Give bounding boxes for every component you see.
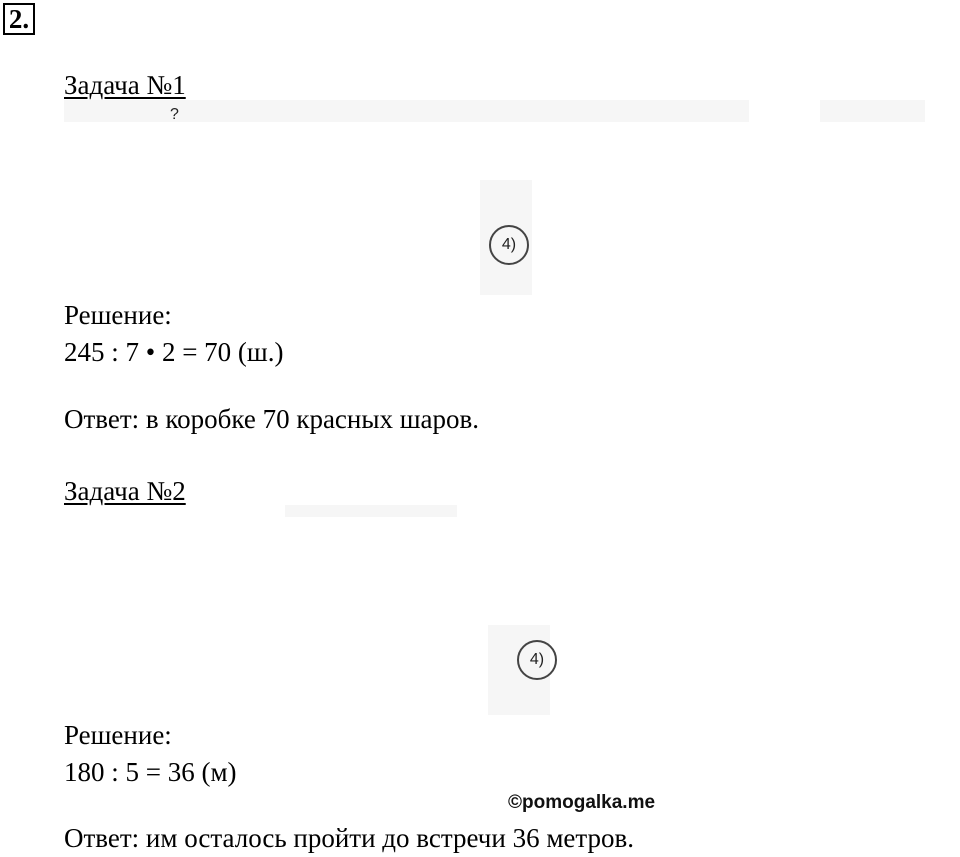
task1-title: Задача №1: [64, 70, 186, 100]
task2-title: Задача №2: [64, 476, 186, 506]
task2-expression: 180 : 5 = 36 (м): [64, 757, 237, 787]
task1-diagram-strip-right: [820, 100, 925, 122]
task2-answer: Ответ: им осталось пройти до встречи 36 метров.: [64, 823, 635, 853]
watermark: ©pomogalka.me: [508, 792, 656, 813]
task2-diagram-strip: [285, 505, 457, 517]
exercise-number: 2.: [3, 3, 35, 35]
task1-step-badge: 4): [489, 225, 529, 265]
task2-solution-label: Решение:: [64, 720, 172, 750]
task1-diagram-question-mark: ?: [170, 106, 179, 123]
task1-solution-label: Решение:: [64, 300, 172, 330]
task1-expression: 245 : 7 • 2 = 70 (ш.): [64, 337, 284, 367]
task1-diagram-strip: [64, 100, 749, 122]
task1-answer: Ответ: в коробке 70 красных шаров.: [64, 404, 480, 434]
task2-step-badge: 4): [517, 640, 557, 680]
